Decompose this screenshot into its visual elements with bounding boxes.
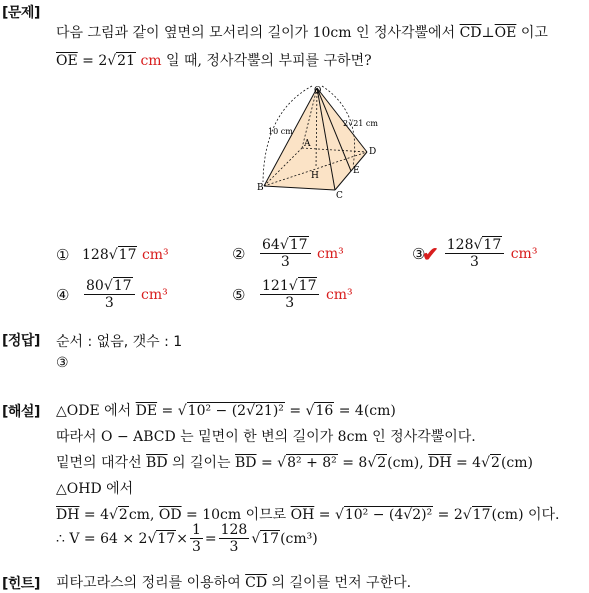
solution-line-4: △OHD 에서 xyxy=(56,481,134,497)
choice-1[interactable]: ① 128 √17 cm³ xyxy=(56,246,169,264)
oe-length-label: 2√21 cm xyxy=(343,119,378,128)
vertex-e: E xyxy=(353,166,360,176)
pyramid-figure xyxy=(250,82,400,200)
hint-line: 피타고라스의 정리를 이용하여 $\overline{CD}$ 의 길이를 먼저 구한다. xyxy=(56,575,412,591)
vertex-a: A xyxy=(304,139,311,149)
edge-length-label: 10 cm xyxy=(268,127,293,136)
answer-check-icon: ✔ xyxy=(422,241,439,266)
choice-2[interactable]: ② $\frac{64√17}{3}$ cm³ xyxy=(232,237,344,270)
vertex-c: C xyxy=(336,191,343,200)
hint-label: [힌트] xyxy=(2,576,40,592)
answer-label: [정답] xyxy=(2,333,40,349)
problem-line-1: 다음 그림과 같이 옆면의 모서리의 길이가 10cm 인 정사각뿔에서 $\overline{CD}\perp\overline{OE}$ 이고 xyxy=(56,25,548,41)
answer-line-2: ③ xyxy=(56,355,69,371)
choice-3[interactable]: ③ ✔ $\frac{128√17}{3}$ cm³ xyxy=(412,237,538,270)
solution-line-3: 밑면의 대각선 $\overline{BD}$ 의 길이는 $\overline{BD} = √8^2 + 8^2 = 8√2(cm)$, $\overline{DH} = 4√2(cm)$ xyxy=(56,455,533,471)
solution-line-6: ∴ V = 64 × 2 √17 × $\frac{1}{3}$ = $\frac{128}{3}$ √17 (cm³) xyxy=(56,522,318,555)
choice-4[interactable]: ④ $\frac{80√17}{3}$ cm³ xyxy=(56,278,168,311)
vertex-b: B xyxy=(257,183,264,193)
problem-label: [문제] xyxy=(2,5,40,21)
solution-label: [해설] xyxy=(2,404,40,420)
vertex-h: H xyxy=(311,171,319,181)
vertex-d: D xyxy=(369,147,377,157)
solution-line-1: △ODE 에서 $\overline{DE} = √10^2 - (2√21)^2 = √16 = 4(cm)$ xyxy=(56,403,396,419)
answer-line-1: 순서 : 없음, 갯수 : 1 xyxy=(56,334,183,350)
vertex-o: O xyxy=(314,86,322,96)
choice-5[interactable]: ⑤ $\frac{121√17}{3}$ cm³ xyxy=(232,278,353,311)
solution-line-2: 따라서 O − ABCD 는 밑면이 한 변의 길이가 8cm 인 정사각뿔이다. xyxy=(56,429,476,445)
problem-line-2: $\overline{OE} = 2√21$ cm 일 때, 정사각뿔의 부피를 구하면? xyxy=(56,53,372,69)
solution-line-5: $\overline{DH} = 4√2cm$, $\overline{OD} = 10cm$ 이므로 $\overline{OH} = √10^2 - (4√2)^2 = 2√17(cm)$ 이다. xyxy=(56,507,560,523)
